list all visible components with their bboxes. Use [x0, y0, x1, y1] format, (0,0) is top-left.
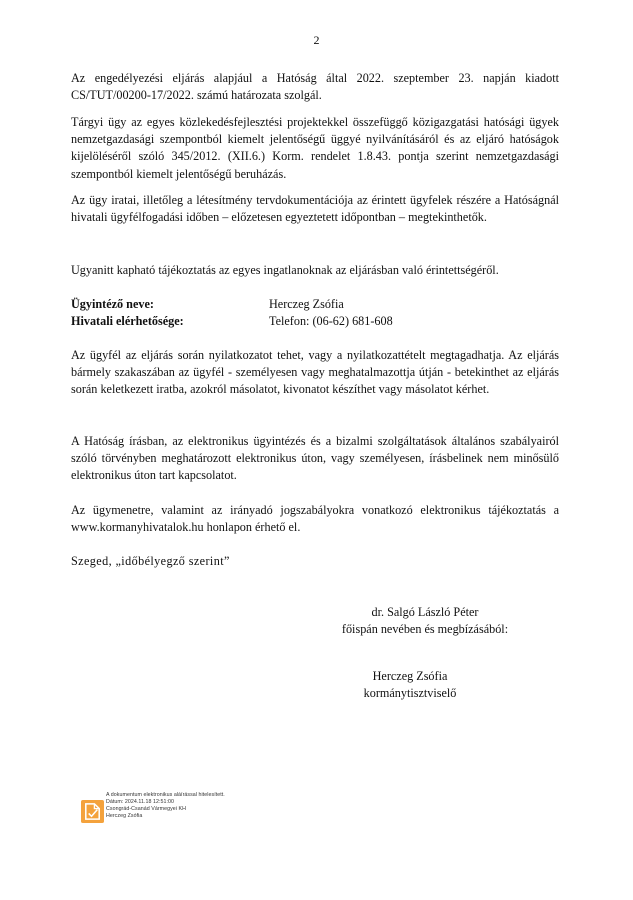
paragraph-communication: A Hatóság írásban, az elektronikus ügyintézés és a bizalmi szolgáltatások általános szabályairól szóló törvényben meghatározott elektronikus úton, vagy személyesen, írásbelinek nem minősülő elektronikus úton tart kapcsolatot. — [71, 434, 559, 483]
document-stamp-icon — [81, 800, 104, 823]
electronic-signature-stamp — [81, 792, 225, 823]
stamp-text — [106, 792, 225, 820]
paragraph-website: Az ügymenetre, valamint az irányadó jogszabályokra vonatkozó elektronikus tájékoztatás a www.kormanyhivatalok.hu honlapon érhető el. — [71, 503, 559, 535]
paragraph-subject: Tárgyi ügy az egyes közlekedésfejlesztési projektekkel összefüggő közigazgatási hatósági ügyek nemzetgazdasági szempontból kiemelt jelentőségű üggyé nyilvánításáról és az eljáró hatóságok kijelöléséről szóló 345/2012. (XII.6.) Korm. rendelet 1.8.43. pontja szerint nemzetgazdasági szempontból kiemelt jelentőségű beruházás. — [71, 115, 559, 181]
stamp-line: Csongrád-Csanád Vármegyei KH — [106, 806, 187, 812]
availability-row — [71, 313, 559, 330]
officer-name: Herczeg Zsófia — [372, 669, 448, 683]
case-officer-value: Herczeg Zsófia — [269, 297, 344, 311]
stamp-line: Herczeg Zsófia — [106, 813, 143, 819]
signer-name: dr. Salgó László Péter — [371, 605, 479, 619]
page-number: 2 — [313, 33, 320, 47]
paragraph-documents: Az ügy iratai, illetőleg a létesítmény tervdokumentációja az érintett ügyfelek részére a Hatóságnál hivatali ügyfélfogadási időben – előzetesen egyeztetett időpontban – megtekinthetők. — [71, 193, 559, 225]
officer-title: kormánytisztviselő — [363, 686, 457, 700]
paragraph-information: Ugyanitt kapható tájékoztatás az egyes ingatlanoknak az eljárásban való érintettségéről. — [71, 263, 499, 277]
signature-block-officer — [330, 668, 490, 702]
contact-block — [71, 296, 559, 330]
paragraph-basis: Az engedélyezési eljárás alapjául a Hatóság által 2022. szeptember 23. napján kiadott CS/TUT/00200-17/2022. számú határozata szolgál. — [71, 71, 559, 103]
availability-value: Telefon: (06-62) 681-608 — [269, 314, 393, 328]
case-officer-row — [71, 296, 559, 313]
paragraph-client-rights: Az ügyfél az eljárás során nyilatkozatot tehet, vagy a nyilatkozattételt megtagadhatja. Az eljárás bármely szakaszában az ügyfél - személyesen vagy meghatalmazottja útján - betekinthet az eljárás során keletkezett iratba, azokról másolatot, kivonatot készíthet vagy másolatot kérhet. — [71, 348, 559, 397]
stamp-line: A dokumentum elektronikus aláírással hitelesített. — [106, 792, 225, 798]
signature-block-head — [300, 604, 550, 638]
stamp-line: Dátum: 2024.11.18 12:51:00 — [106, 799, 175, 805]
case-officer-label: Ügyintéző neve: — [71, 297, 154, 311]
availability-label: Hivatali elérhetősége: — [71, 314, 184, 328]
signer-capacity: főispán nevében és megbízásából: — [341, 622, 509, 636]
place-date: Szeged, „időbélyegző szerint” — [71, 554, 230, 568]
